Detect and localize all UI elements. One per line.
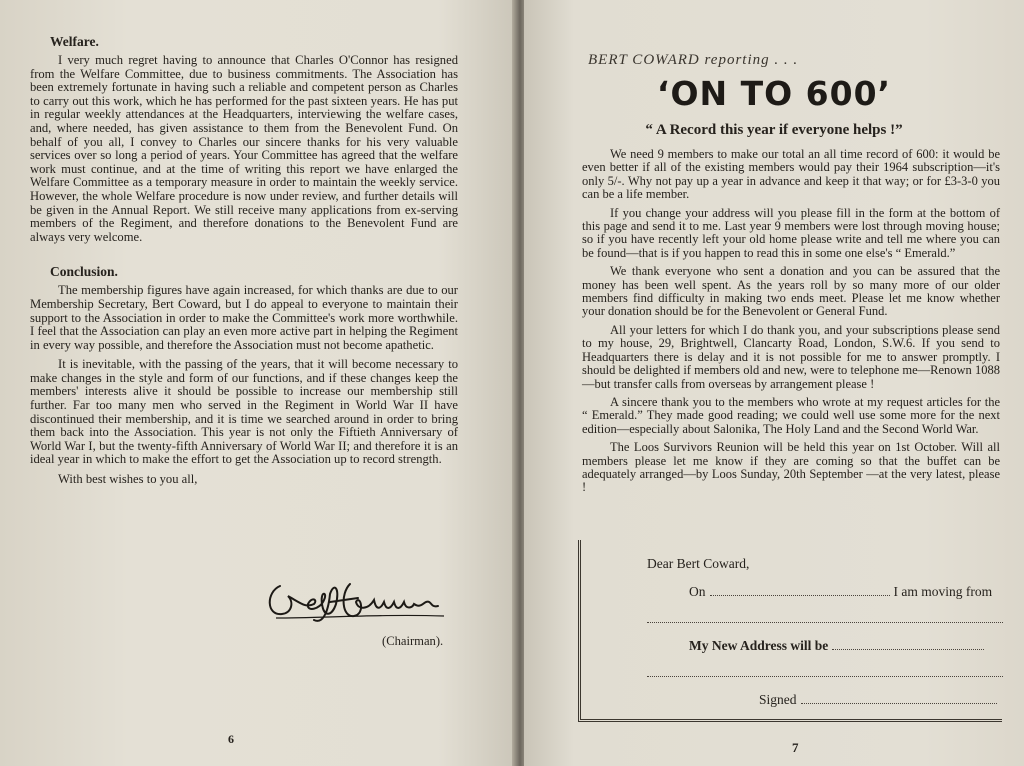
membership-paragraph: We need 9 members to make our total an all time record of 600: it would be even better if all of the existing members would pay their 1964 subscription—it's only 5/-. Why not pay up a year in advance and keep it that way; or for £3-3-0 you can be a life member. [582,147,1000,202]
signature-image [262,574,452,628]
form-new-address-label: My New Address will be [689,638,829,653]
article-title: ‘ON TO 600’ [656,74,892,113]
conclusion-heading: Conclusion. [50,264,118,280]
form-date-field[interactable] [710,595,890,596]
conclusion-paragraph-1: The membership figures have again increased, for which thanks are due to our Membership Secretary, Bert Coward, but I do appeal to everyone to maintain their support to the Association in order to make the Committee's work more worthwhile. I feel that the Association can play an even more active part in helping the Regiment in every way possible, and therefore the Association must not become apathetic. [30,283,458,352]
donation-paragraph: We thank everyone who sent a donation and you can be assured that the money has been well spent. As the years roll by so many more of our older members find difficulty in making two ends meet. Please let me know whether your donation should be for the Benevolent or General Fund. [582,264,1000,319]
article-subtitle: “ A Record this year if everyone helps !” [645,122,903,138]
form-old-address-field[interactable] [647,622,1003,623]
form-row-new-address [689,638,1005,654]
page-number-right: 7 [792,740,799,755]
form-signed-label: Signed [759,692,797,707]
form-salutation: Dear Bert Coward, [647,556,750,571]
welfare-heading: Welfare. [50,34,99,49]
chairman-title: (Chairman). [382,634,444,648]
right-body [582,148,1000,500]
form-moving-from-label: I am moving from [893,584,993,599]
change-of-address-form [578,540,1002,722]
closing-line: With best wishes to you all, [58,472,198,487]
welfare-paragraph: I very much regret having to announce that Charles O'Connor has resigned from the Welfare Committee, due to business commitments. The Association has been extremely fortunate in having such a reliable and competent person as Charles to carry out this work, which he has performed for the past sixteen years. He has put in regular weekly attendances at the Headquarters, interviewing the welfare cases, and, where needed, has given assistance to them from the Benevolent Fund. On behalf of you all, I convey to Charles our sincere thanks for his very valuable services over so long a period of years. Your Committee has agreed that the welfare work must continue, and at the time of writing this report we have enlarged the Welfare Committee as a temporary measure in order to maintain the weekly service. However, the whole Welfare procedure is now under review, and further details will be given in the Annual Report. We still receive many applications from ex-serving members of the Regiment, and therefore donations to the Benevolent Fund are always very welcome. [30,53,458,244]
form-row-signed [759,692,1005,708]
byline: BERT COWARD reporting . . . [588,52,799,68]
form-on-label: On [689,584,706,599]
form-new-address-line-2[interactable] [647,676,1003,677]
form-row-on [689,584,1005,600]
letters-paragraph: All your letters for which I do thank you, and your subscriptions please send to my house, 29, Brightwell, Clancarty Road, London, S.W.6. If you send to Headquarters there is delay and it is not possible for me to answer promptly. I should be delighted if members old and new, were to telephone me—Renown 1088—but transfer calls from overseas by arrangement please ! [582,322,1000,391]
form-signature-field[interactable] [801,703,997,704]
form-new-address-field[interactable] [832,649,984,650]
reunion-paragraph: The Loos Survivors Reunion will be held this year on 1st October. Will all members please let me know if they are coming so that the buffet can be adequately arranged—by Loos Sunday, 20th September —at the very latest, please ! [582,440,1000,495]
address-change-paragraph: If you change your address will you please fill in the form at the bottom of this page and send it to me. Last year 9 members were lost through moving house; so if you have recently left your old home please write and tell me where you can be found—that is if you happen to read this in some one else's “ Emerald.” [582,205,1000,260]
articles-paragraph: A sincere thank you to the members who wrote at my request articles for the “ Emerald.” They made good reading; we could well use some more for the next edition—especially about Salonika, The Holy Land and the Second World War. [582,394,1000,436]
page-number-left: 6 [228,732,234,746]
conclusion-paragraph-2: It is inevitable, with the passing of the years, that it will become necessary to make changes in the style and form of our functions, and if these changes keep the members' interests alive it should be possible to increase our membership still further. Far too many men who served in the Regiment in World War II have discontinued their membership, and it is time we searched around in order to bring them back into the Association. This year is not only the Fiftieth Anniversary of World War I, but the twenty-fifth Anniversary of World War II; and therefore it is an ideal year in which to make the effort to get the Association up to record strength. [30,357,458,467]
